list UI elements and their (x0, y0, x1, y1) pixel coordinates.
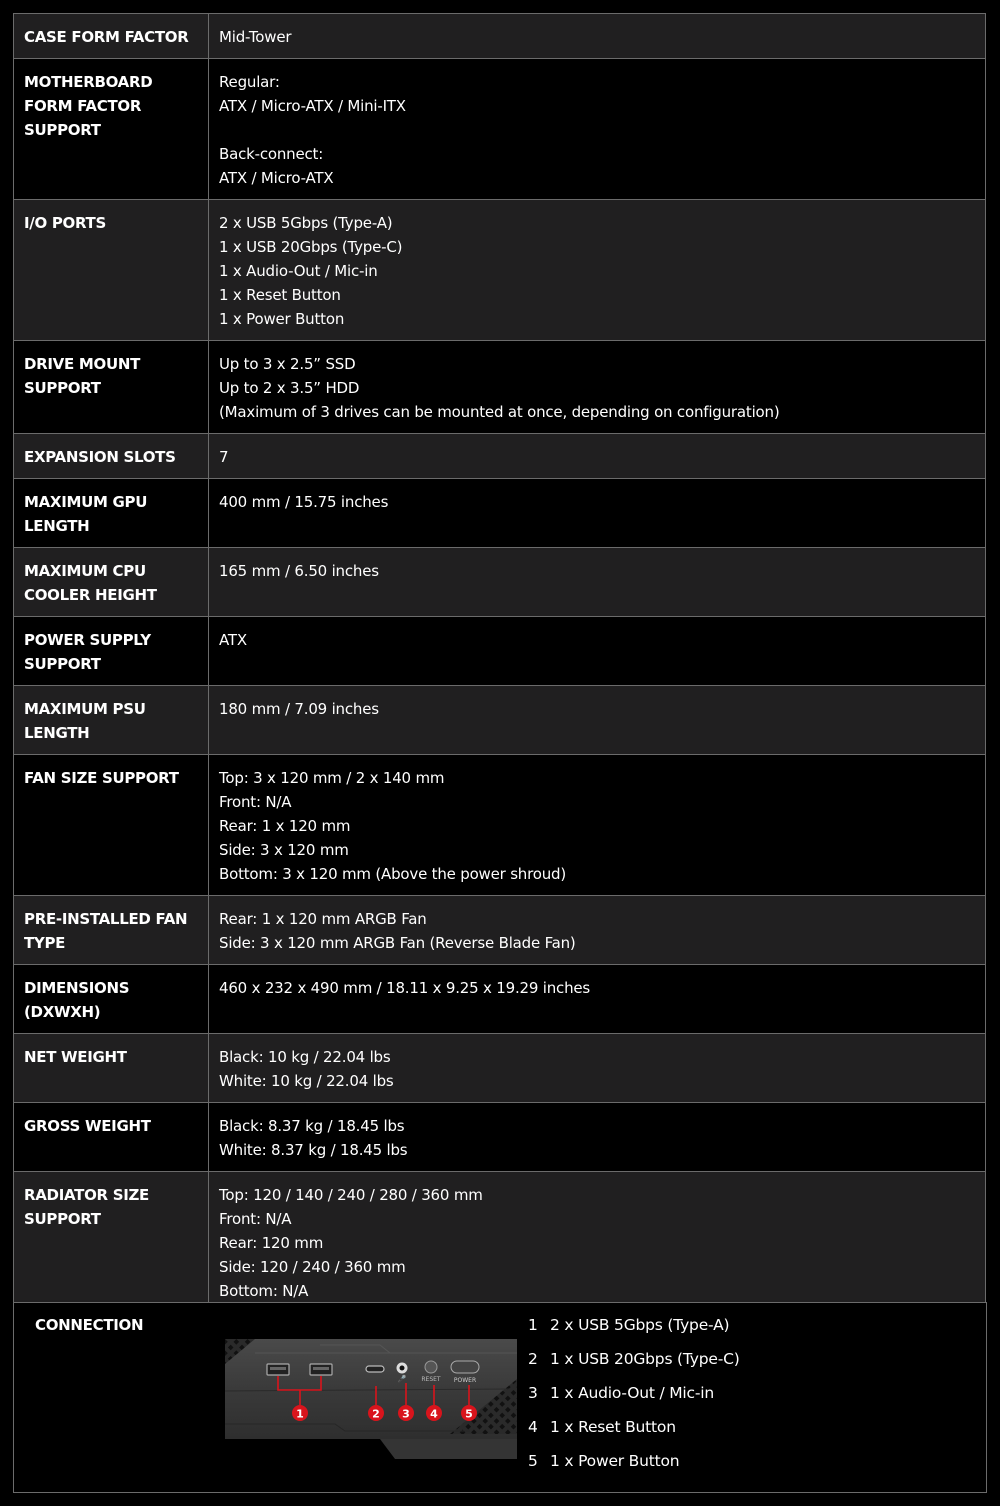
spec-label (14, 1172, 209, 1313)
connection-item-text: 2 x USB 5Gbps (Type-A) (550, 1316, 730, 1334)
spec-label (14, 434, 209, 479)
spec-value-line: Up to 2 x 3.5” HDD (219, 379, 360, 397)
spec-value-line (219, 118, 975, 142)
spec-row (14, 548, 986, 617)
spec-value-line: ATX (219, 631, 247, 649)
spec-label-line: COOLER HEIGHT (24, 586, 157, 604)
spec-label (14, 14, 209, 59)
spec-label-line: GROSS WEIGHT (24, 1117, 151, 1135)
spec-row (14, 59, 986, 200)
connection-item-number: 2 (528, 1350, 538, 1368)
spec-label-line: POWER SUPPLY (24, 631, 151, 649)
spec-row (14, 617, 986, 686)
spec-value-line: Side: 3 x 120 mm (219, 841, 349, 859)
spec-label-line: PRE-INSTALLED FAN (24, 910, 188, 928)
spec-value-line: 1 x USB 20Gbps (Type-C) (219, 238, 403, 256)
spec-label (14, 755, 209, 896)
callout-marker-number: 2 (372, 1407, 380, 1421)
connection-item (528, 1347, 740, 1381)
spec-value (209, 1034, 986, 1103)
callout-marker-number: 5 (465, 1407, 473, 1421)
spec-value-line: Side: 3 x 120 mm ARGB Fan (Reverse Blade Fan) (219, 934, 576, 952)
spec-value-line: Black: 8.37 kg / 18.45 lbs (219, 1117, 405, 1135)
callout-marker (461, 1405, 477, 1421)
spec-value-line: (Maximum of 3 drives can be mounted at once, depending on configuration) (219, 403, 780, 421)
spec-value-line: ATX / Micro-ATX (219, 169, 334, 187)
spec-label (14, 896, 209, 965)
spec-label-line: DIMENSIONS (24, 979, 130, 997)
spec-label-line: LENGTH (24, 724, 90, 742)
spec-value-line: Mid-Tower (219, 28, 292, 46)
spec-value-line: 1 x Reset Button (219, 286, 341, 304)
spec-value-line: Regular: (219, 73, 280, 91)
spec-row (14, 479, 986, 548)
spec-label-line: SUPPORT (24, 379, 101, 397)
callout-marker-number: 4 (430, 1407, 438, 1421)
spec-label-line: SUPPORT (24, 655, 101, 673)
spec-value-line: Black: 10 kg / 22.04 lbs (219, 1048, 391, 1066)
spec-value (209, 14, 986, 59)
spec-label (14, 59, 209, 200)
spec-label (14, 1103, 209, 1172)
spec-label (14, 479, 209, 548)
connection-item (528, 1415, 740, 1449)
spec-value-line: Side: 120 / 240 / 360 mm (219, 1258, 406, 1276)
power-label: POWER (453, 1377, 477, 1384)
spec-label-line: EXPANSION SLOTS (24, 448, 176, 466)
spec-label (14, 686, 209, 755)
spec-value (209, 1172, 986, 1313)
spec-label-line: FORM FACTOR (24, 97, 142, 115)
connection-item-number: 3 (528, 1384, 538, 1402)
spec-label (14, 548, 209, 617)
spec-value (209, 479, 986, 548)
callout-marker (368, 1405, 384, 1421)
power-button-icon (451, 1361, 479, 1384)
spec-label-line: SUPPORT (24, 121, 101, 139)
spec-value-line: Rear: 120 mm (219, 1234, 324, 1252)
connection-item (528, 1381, 740, 1415)
spec-row (14, 1103, 986, 1172)
spec-value (209, 1103, 986, 1172)
spec-value-line: 460 x 232 x 490 mm / 18.11 x 9.25 x 19.29 inches (219, 979, 591, 997)
spec-label (14, 965, 209, 1034)
connection-list (528, 1313, 740, 1483)
spec-label (14, 617, 209, 686)
connection-item-number: 4 (528, 1418, 538, 1436)
spec-label-line: SUPPORT (24, 1210, 101, 1228)
spec-value (209, 59, 986, 200)
spec-value-line: 2 x USB 5Gbps (Type-A) (219, 214, 393, 232)
connection-title: CONNECTION (35, 1316, 144, 1334)
spec-row (14, 896, 986, 965)
spec-value (209, 617, 986, 686)
reset-label: RESET (421, 1376, 441, 1383)
spec-value-line: Rear: 1 x 120 mm ARGB Fan (219, 910, 427, 928)
spec-label-line: CASE FORM FACTOR (24, 28, 189, 46)
connection-item-number: 1 (528, 1316, 538, 1334)
spec-value-line: Front: N/A (219, 793, 292, 811)
spec-row (14, 686, 986, 755)
spec-value-line: 400 mm / 15.75 inches (219, 493, 389, 511)
spec-row (14, 1034, 986, 1103)
connection-item-text: 1 x Audio-Out / Mic-in (550, 1384, 714, 1402)
spec-value (209, 686, 986, 755)
svg-text:🎤: 🎤 (397, 1375, 407, 1383)
spec-row (14, 755, 986, 896)
spec-table (13, 13, 986, 1313)
spec-value (209, 755, 986, 896)
spec-label-line: MAXIMUM CPU (24, 562, 146, 580)
spec-row (14, 965, 986, 1034)
spec-value-line: Up to 3 x 2.5” SSD (219, 355, 356, 373)
spec-label-line: I/O PORTS (24, 214, 106, 232)
connection-section (13, 1302, 987, 1493)
connection-item-number: 5 (528, 1452, 538, 1470)
spec-label-line: RADIATOR SIZE (24, 1186, 149, 1204)
spec-row (14, 14, 986, 59)
usb-c-port-icon (366, 1366, 384, 1372)
spec-value-line: Front: N/A (219, 1210, 292, 1228)
spec-value-line: 1 x Power Button (219, 310, 345, 328)
spec-value-line: Top: 3 x 120 mm / 2 x 140 mm (219, 769, 445, 787)
io-panel-body (225, 1339, 517, 1459)
connection-item-text: 1 x USB 20Gbps (Type-C) (550, 1350, 740, 1368)
spec-value-line: Bottom: N/A (219, 1282, 309, 1300)
spec-row (14, 341, 986, 434)
spec-value (209, 434, 986, 479)
callout-marker (398, 1405, 414, 1421)
spec-value (209, 965, 986, 1034)
spec-label-line: FAN SIZE SUPPORT (24, 769, 179, 787)
spec-row (14, 434, 986, 479)
spec-label-line: LENGTH (24, 517, 90, 535)
spec-value-line: White: 8.37 kg / 18.45 lbs (219, 1141, 408, 1159)
spec-value-line: 7 (219, 448, 229, 466)
spec-value-line: 180 mm / 7.09 inches (219, 700, 379, 718)
spec-value-line: ATX / Micro-ATX / Mini-ITX (219, 97, 406, 115)
spec-value-line: Back-connect: (219, 145, 324, 163)
spec-value-line: Top: 120 / 140 / 240 / 280 / 360 mm (219, 1186, 483, 1204)
spec-value (209, 896, 986, 965)
callout-marker-number: 3 (402, 1407, 410, 1421)
connection-item-text: 1 x Power Button (550, 1452, 680, 1470)
connection-item (528, 1449, 740, 1483)
spec-row (14, 1172, 986, 1313)
spec-label-line: NET WEIGHT (24, 1048, 127, 1066)
spec-value (209, 200, 986, 341)
spec-value-line: 165 mm / 6.50 inches (219, 562, 379, 580)
spec-label-line: TYPE (24, 934, 66, 952)
spec-value-line: White: 10 kg / 22.04 lbs (219, 1072, 394, 1090)
spec-value-line: Rear: 1 x 120 mm (219, 817, 351, 835)
spec-value (209, 548, 986, 617)
spec-value (209, 341, 986, 434)
spec-label (14, 341, 209, 434)
spec-label (14, 200, 209, 341)
connection-item-text: 1 x Reset Button (550, 1418, 676, 1436)
spec-row (14, 200, 986, 341)
spec-label-line: MAXIMUM GPU (24, 493, 148, 511)
spec-label-line: DRIVE MOUNT (24, 355, 141, 373)
callout-marker (292, 1405, 308, 1421)
spec-label-line: (DXWXH) (24, 1003, 101, 1021)
spec-label (14, 1034, 209, 1103)
spec-label-line: MOTHERBOARD (24, 73, 153, 91)
callout-marker-number: 1 (296, 1407, 304, 1421)
connection-item (528, 1313, 740, 1347)
spec-label-line: MAXIMUM PSU (24, 700, 146, 718)
spec-value-line: Bottom: 3 x 120 mm (Above the power shroud) (219, 865, 567, 883)
callout-marker (426, 1405, 442, 1421)
spec-value-line: 1 x Audio-Out / Mic-in (219, 262, 378, 280)
